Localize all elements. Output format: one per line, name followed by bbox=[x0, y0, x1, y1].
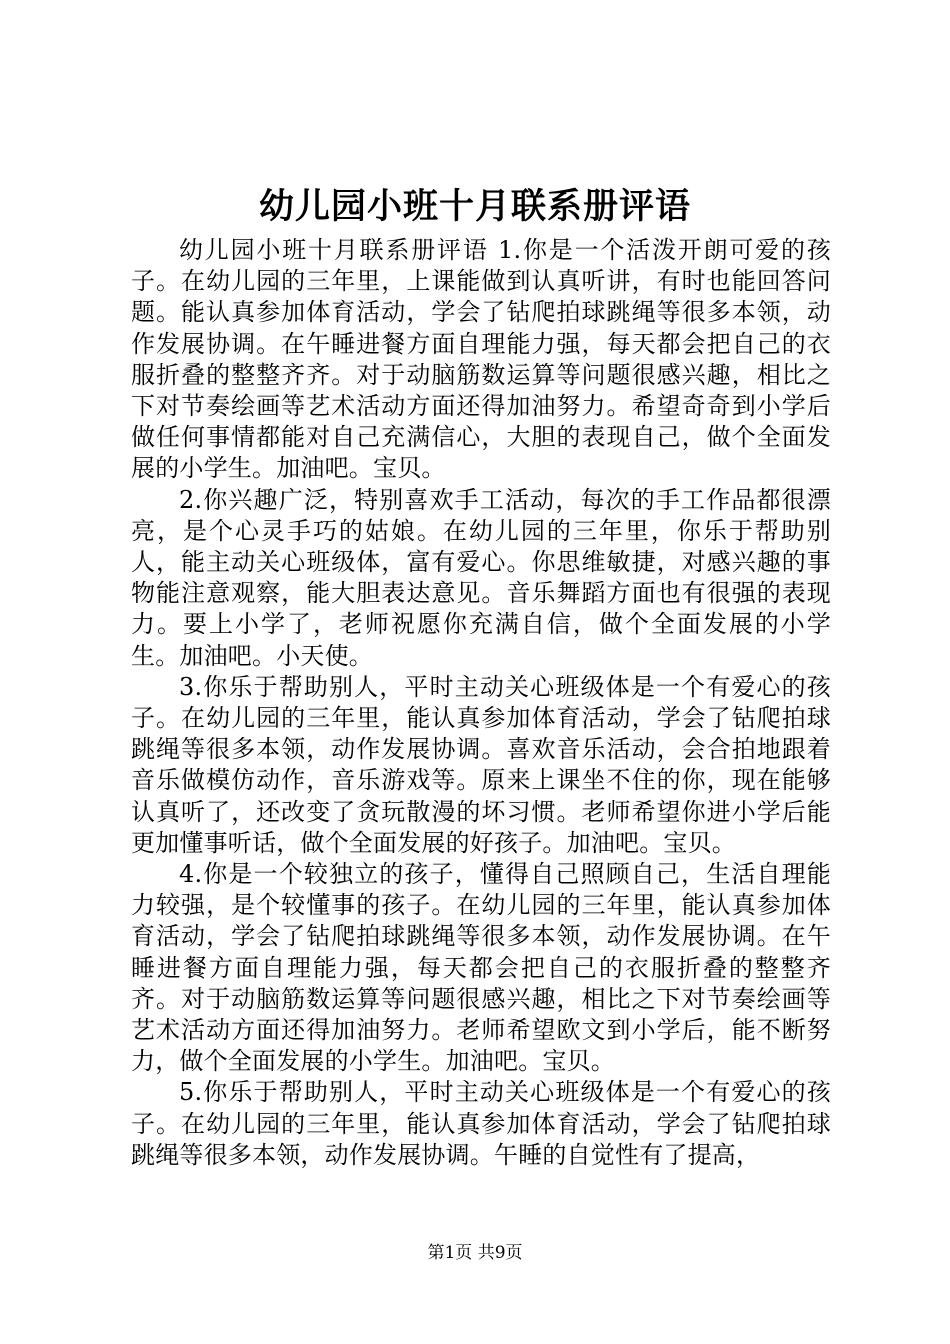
page-footer bbox=[0, 1241, 950, 1265]
document-title: 幼儿园小班十月联系册评语 bbox=[258, 186, 691, 227]
document-body bbox=[131, 235, 831, 1171]
paragraph-2: 2.你兴趣广泛，特别喜欢手工活动，每次的手工作品都很漂亮，是个心灵手巧的姑娘。在幼儿园的三年里，你乐于帮助别人，能主动关心班级体，富有爱心。你思维敏捷，对感兴趣的事物能注意观察，能大胆表达意见。音乐舞蹈方面也有很强的表现力。要上小学了，老师祝愿你充满自信，做个全面发展的小学生。加油吧。小天使。 bbox=[131, 485, 831, 670]
paragraph-5: 5.你乐于帮助别人，平时主动关心班级体是一个有爱心的孩子。在幼儿园的三年里，能认真参加体育活动，学会了钻爬拍球跳绳等很多本领，动作发展协调。午睡的自觉性有了提高， bbox=[131, 1078, 831, 1169]
paragraph-4: 4.你是一个较独立的孩子，懂得自己照顾自己，生活自理能力较强，是个较懂事的孩子。在幼儿园的三年里，能认真参加体育活动，学会了钻爬拍球跳绳等很多本领，动作发展协调。在午睡进餐方面自理能力强，每天都会把自己的衣服折叠的整整齐齐。对于动脑筋数运算等问题很感兴趣，相比之下对节奏绘画等艺术活动方面还得加油努力。老师希望欧文到小学后，能不断努力，做个全面发展的小学生。加油吧。宝贝。 bbox=[131, 860, 831, 1076]
paragraph-3: 3.你乐于帮助别人，平时主动关心班级体是一个有爱心的孩子。在幼儿园的三年里，能认真参加体育活动，学会了钻爬拍球跳绳等很多本领，动作发展协调。喜欢音乐活动，会合拍地跟着音乐做模仿动作，音乐游戏等。原来上课坐不住的你，现在能够认真听了，还改变了贪玩散漫的坏习惯。老师希望你进小学后能更加懂事听话，做个全面发展的好孩子。加油吧。宝贝。 bbox=[131, 672, 831, 857]
page-number-label: 第1页 共9页 bbox=[427, 1243, 523, 1263]
paragraph-1: 幼儿园小班十月联系册评语 1.你是一个活泼开朗可爱的孩子。在幼儿园的三年里，上课能做到认真听讲，有时也能回答问题。能认真参加体育活动，学会了钻爬拍球跳绳等很多本领，动作发展协调。在午睡进餐方面自理能力强，每天都会把自己的衣服折叠的整整齐齐。对于动脑筋数运算等问题很感兴趣，相比之下对节奏绘画等艺术活动方面还得加油努力。希望奇奇到小学后做任何事情都能对自己充满信心，大胆的表现自己，做个全面发展的小学生。加油吧。宝贝。 bbox=[131, 236, 831, 483]
